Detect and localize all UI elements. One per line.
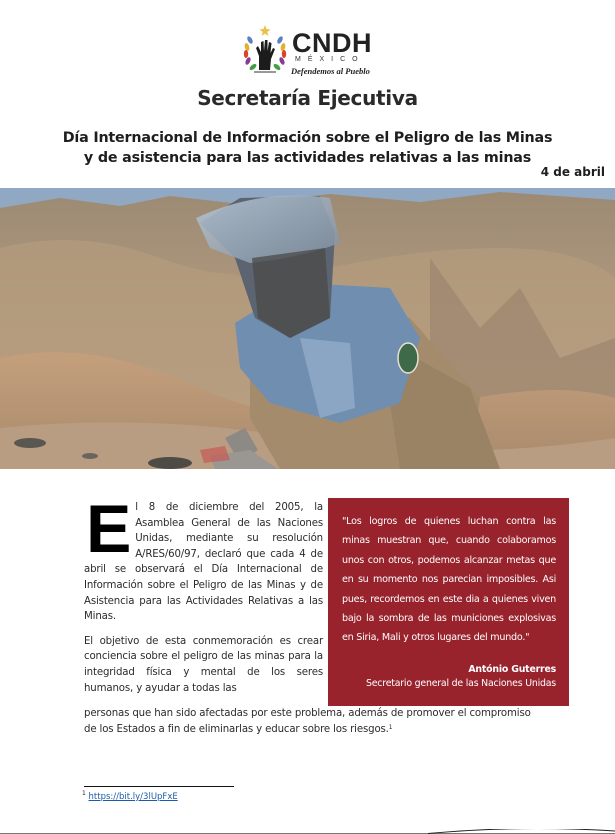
footnote-reference[interactable]: 1 [388,723,393,731]
quote-author-title: Secretario general de las Naciones Unidas [365,678,556,689]
dropcap: E [86,491,132,567]
footnote [82,792,178,802]
deminer-photo-illustration [0,188,615,469]
article-body [84,491,323,705]
quote-text: "Los logros de quienes luchan contra las minas muestran que, cuando colaboramos unos con otros, podemos alcanzar metas que en su momento nos parecian imposibles. Asi pues, recordemos en este dia a quienes viven bajo la sombra de las municiones explosivas en Siria, Mali y otros lugares del mundo." [342,516,556,644]
logo-motto: Defendemos al Pueblo [291,66,370,76]
document-title-line1: Día Internacional de Información sobre el Peligro de las Minas [62,130,553,146]
document-title-line2: y de asistencia para las actividades relativas a las minas [83,150,532,166]
footnote-divider [84,786,234,787]
footnote-link[interactable]: https://bit.ly/3lUpFxE [88,792,178,802]
document-date: 4 de abril [540,165,605,179]
paragraph-2-start: El objetivo de esta conmemoración es crear conciencia sobre el peligro de las minas para la integridad física y mental de los seres humanos, y ayudar a todas las [84,635,323,694]
quote-attribution [366,663,556,691]
deminer-photo [0,188,615,469]
quote-author-name: António Guterres [468,664,556,675]
paragraph-1-text: l 8 de diciembre del 2005, la Asamblea General de las Naciones Unidas, mediante su resolución A/RES/60/97, declaró que cada 4 de abril se observará el Día Internacional de Información sobre el Peligro de las Minas y de Asistencia para las Actividades Relativas a las Minas. [84,502,323,623]
logo-country: MÉXICO [295,56,365,63]
footnote-marker: 1 [82,790,86,797]
paragraph-1 [84,491,323,625]
cndh-logo [240,24,380,76]
page-bottom-decoration [0,829,615,834]
paragraph-2-end-text: personas que han sido afectadas por este problema, además de promover el compromiso de los Estados a fin de eliminarlas y educar sobre los riesgos. [84,708,531,735]
logo-wordmark: CNDH [292,28,372,58]
paragraph-2-end [84,706,534,737]
quote-box [328,498,569,706]
document-title [0,128,615,168]
section-title: Secretaría Ejecutiva [197,86,418,110]
raised-hand-laurel-icon [240,24,290,76]
